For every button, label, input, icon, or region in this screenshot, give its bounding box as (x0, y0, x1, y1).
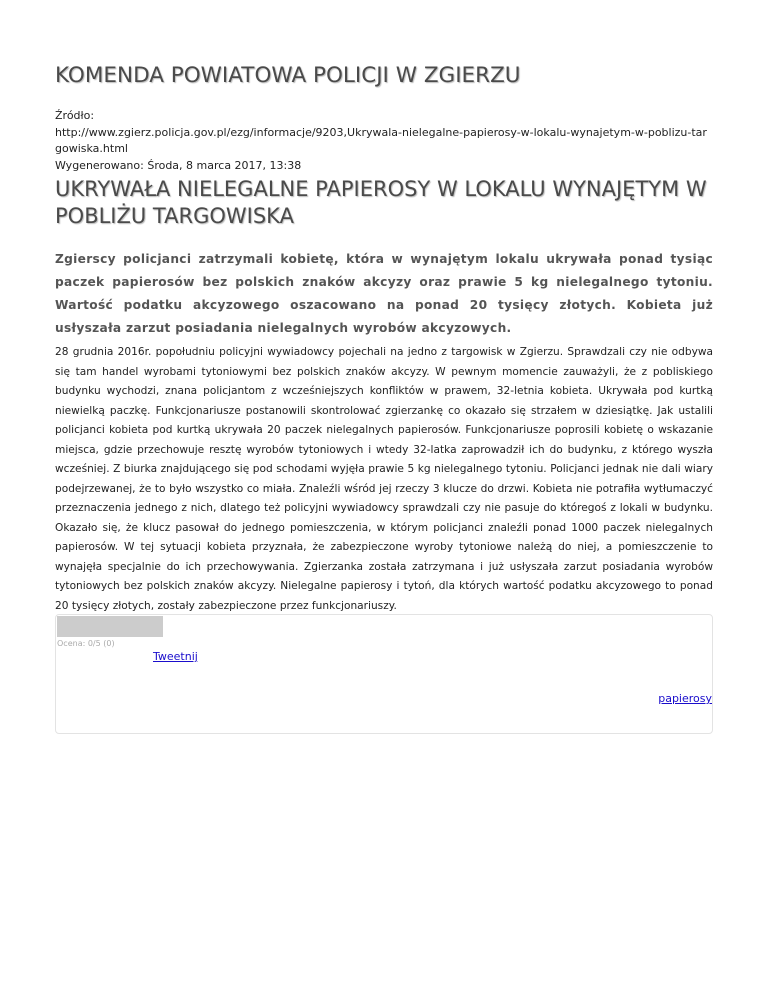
source-label: Źródło: (55, 109, 95, 122)
site-title: KOMENDA POWIATOWA POLICJI W ZGIERZU (55, 63, 521, 88)
article-body: 28 grudnia 2016r. popołudniu policyjni wywiadowcy pojechali na jedno z targowisk w Zgierzu. Sprawdzali czy nie odbywa się tam handel wyrobami tytoniowymi bez polskich znaków akcyzy. W pewnym momencie zauważyli, że z pobliskiego budynku wychodzi, znana policjantom z wcześniejszych konfliktów w prawem, 32-letnia kobieta. Ukrywała pod kurtką niewielką paczkę. Funkcjonariusze postanowili skontrolować zgierzankę co okazało się strzałem w dziesiątkę. Jak ustalili policjanci kobieta pod kurtką ukrywała 20 paczek nielegalnych papierosów. Funkcjonariusze poprosili kobietę o wskazanie miejsca, gdzie przechowuje resztę wyrobów tytoniowych i wtedy 32-latka zaprowadził ich do budynku, z którego wyszła wcześniej. Z biurka znajdującego się pod schodami wyjęła prawie 5 kg nielegalnego tytoniu. Policjanci jednak nie dali wiary podejrzewanej, że to było wszystko co miała. Znaleźli wśród jej rzeczy 3 klucze do drzwi. Kobieta nie potrafiła wytłumaczyć przeznaczenia jednego z nich, dlatego też policyjni wywiadowcy sprawdzali czy nie pasuje do któregoś z lokali w budynku. Okazało się, że klucz pasował do jednego pomieszczenia, w którym policjanci znaleźli ponad 1000 paczek nielegalnych papierosów. W tej sytuacji kobieta przyznała, że zabezpieczone wyroby tytoniowe należą do niej, a pomieszczenie to wynajęła specjalnie do ich przechowywania. Zgierzanka została zatrzymana i już usłyszała zarzut posiadania wyrobów tytoniowych bez polskich znaków akcyzy. Nielegalne papierosy i tytoń, dla których wartość podatku akcyzowego to ponad 20 tysięcy złotych, zostały zabezpieczone przez funkcjonariuszy. (55, 346, 713, 612)
source-url: http://www.zgierz.policja.gov.pl/ezg/informacje/9203,Ukrywala-nielegalne-papierosy-w-lokalu-wynajetym-w-poblizu-targowiska.html (55, 125, 707, 155)
tag-link-papierosy[interactable]: papierosy (658, 692, 712, 705)
generated-timestamp: Wygenerowano: Środa, 8 marca 2017, 13:38 (55, 158, 302, 172)
rating-summary: Ocena: 0/5 (0) (57, 639, 115, 648)
article-title: UKRYWAŁA NIELEGALNE PAPIEROSY W LOKALU WYNAJĘTYM W POBLIŻU TARGOWISKA (55, 177, 707, 228)
source-meta (55, 108, 713, 174)
article-footer-panel (55, 614, 713, 734)
tweet-link[interactable]: Tweetnij (153, 650, 198, 663)
article-lead: Zgierscy policjanci zatrzymali kobietę, która w wynajętym lokalu ukrywała ponad tysiąc paczek papierosów bez polskich znaków akcyzy oraz prawie 5 kg nielegalnego tytoniu. Wartość podatku akcyzowego oszacowano na ponad 20 tysięcy złotych. Kobieta już usłyszała zarzut posiadania nielegalnych wyrobów akcyzowych. (55, 252, 713, 335)
rating-stars-widget[interactable] (57, 616, 163, 637)
